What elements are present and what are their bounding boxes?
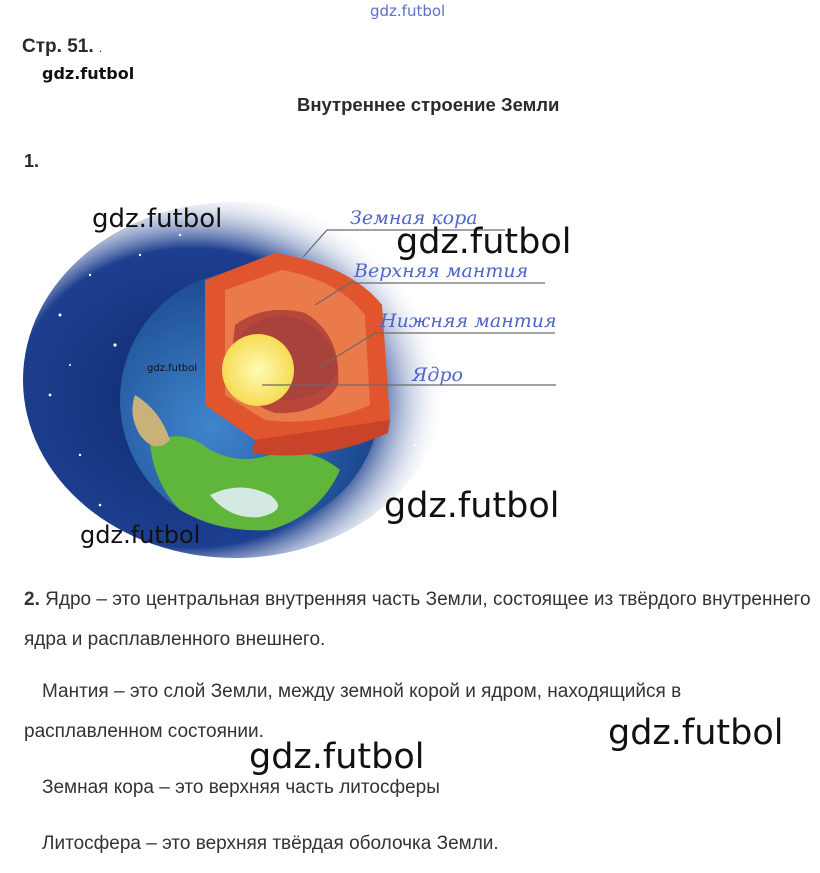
- label-lower-mantle: Нижняя мантия: [380, 310, 557, 332]
- page-reference-text: Стр. 51.: [22, 36, 94, 57]
- core-layer: [222, 334, 294, 406]
- watermark-figure-5: gdz.futbol: [80, 521, 201, 549]
- page-reference: [22, 36, 102, 58]
- crust-definition-paragraph: Земная кора – это верхняя часть литосферы: [42, 777, 440, 798]
- watermark-top: gdz.futbol: [370, 2, 446, 20]
- core-definition-text: Ядро – это центральная внутренняя часть Земли, состоящее из твёрдого внутреннего ядра и расплавленного внешнего.: [24, 589, 811, 650]
- watermark-figure-1: gdz.futbol: [92, 204, 223, 234]
- label-upper-mantle: Верхняя мантия: [354, 260, 529, 282]
- label-crust: Земная кора: [350, 207, 478, 229]
- watermark-small: gdz.futbol: [42, 64, 135, 83]
- watermark-text-2: gdz.futbol: [249, 737, 425, 777]
- page-reference-mark: .: [98, 41, 103, 55]
- lithosphere-definition-paragraph: Литосфера – это верхняя твёрдая оболочка Земли.: [42, 833, 499, 854]
- page-title: Внутреннее строение Земли: [297, 94, 560, 115]
- core-definition-paragraph: [24, 580, 814, 660]
- watermark-figure-3: gdz.futbol: [147, 363, 198, 374]
- label-core: Ядро: [412, 364, 463, 386]
- task-2-number: 2.: [24, 589, 40, 610]
- task-1-number: 1.: [24, 151, 40, 171]
- watermark-text-1: gdz.futbol: [608, 713, 784, 753]
- mantle-definition-paragraph: Мантия – это слой Земли, между земной корой и ядром, находящийся в расплавленном состоянии.: [24, 681, 682, 742]
- watermark-figure-4: gdz.futbol: [384, 486, 560, 526]
- watermark-figure-2: gdz.futbol: [396, 222, 572, 262]
